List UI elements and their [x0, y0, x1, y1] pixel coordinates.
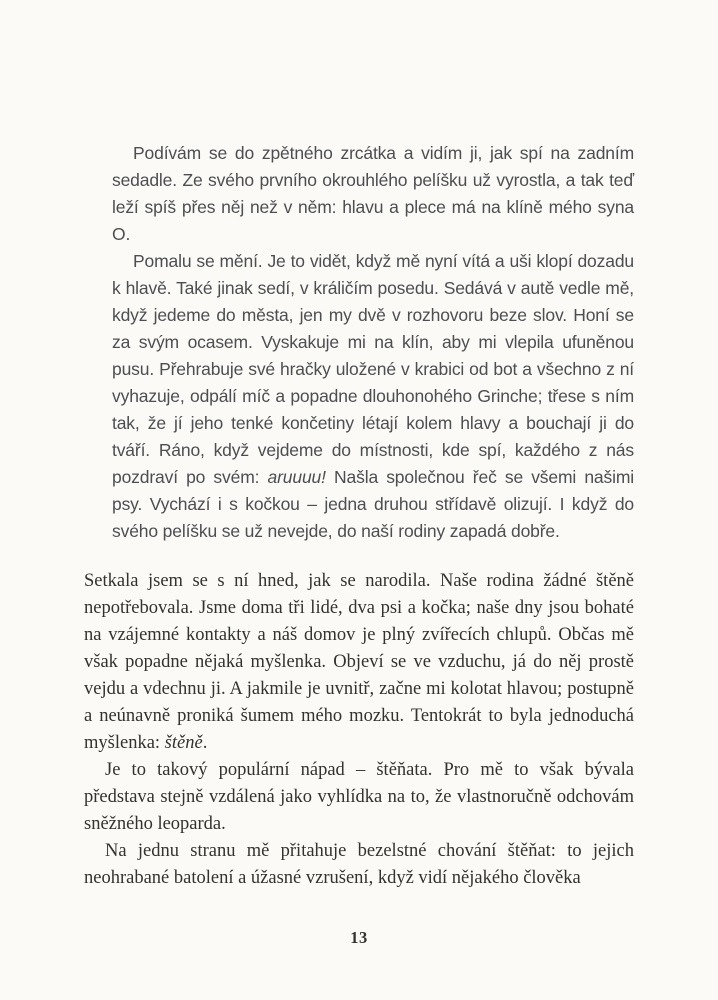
page-number: 13	[350, 928, 368, 947]
text-segment: Pomalu se mění. Je to vidět, když mě nyní vítá a uši klopí dozadu k hlavě. Také jinak sedí, v králičím posedu. Sedává v autě vedle mě, když jedeme do města, jen my dvě v rozhovoru beze slov. Honí se za svým ocasem. Vyskakuje mi na klín, aby mi vlepila ufuněnou pusu. Přehrabuje své hračky uložené v krabici od bot a všechno z ní vyhazuje, odpálí míč a popadne dlouhonohého Grinche; třese s ním tak, že jí jeho tenké končetiny létají kolem hlavy a bouchají ji do tváří. Ráno, když vejdeme do místnosti, kde spí, každého z nás pozdraví po svém:	[112, 251, 634, 487]
opening-quote-section	[84, 140, 634, 545]
text-segment: Našla společnou řeč se všemi našimi psy. Vychází i s kočkou – jedna druhou střídavě olizují. I když do svého pelíšku se už nevejde, do naší rodiny zapadá dobře.	[112, 467, 634, 541]
text-segment: Je to takový populární nápad – štěňata. Pro mě to však bývala představa stejně vzdálená jako vyhlídka na to, že vlastnoručně odchovám sněžného leoparda.	[84, 760, 634, 834]
paragraph	[112, 248, 634, 545]
paragraph	[84, 757, 634, 838]
text-block	[84, 140, 634, 892]
paragraph	[112, 140, 634, 248]
text-segment: Na jednu stranu mě přitahuje bezelstné chování štěňat: to jejich neohrabané batolení a úžasné vzrušení, když vidí nějakého člověka	[84, 841, 634, 888]
italic-phrase: štěně	[164, 733, 203, 753]
italic-phrase: aruuuu!	[267, 467, 326, 487]
paragraph	[84, 838, 634, 892]
text-segment: Podívám se do zpětného zrcátka a vidím ji, jak spí na zadním sedadle. Ze svého prvního okrouhlého pelíšku už vyrostla, a tak teď leží spíš přes něj než v něm: hlavu a plece má na klíně mého syna O.	[112, 143, 634, 244]
body-text-section	[84, 568, 634, 892]
text-segment: .	[202, 733, 208, 753]
paragraph	[84, 568, 634, 757]
text-segment: Setkala jsem se s ní hned, jak se narodila. Naše rodina žádné štěně nepotřebovala. Jsme doma tři lidé, dva psi a kočka; naše dny jsou bohaté na vzájemné kontakty a náš domov je plný zvířecích chlupů. Občas mě však popadne nějaká myšlenka. Objeví se ve vzduchu, já do něj prostě vejdu a vdechnu ji. A jakmile je uvnitř, začne mi kolotat hlavou; postupně a neúnavně proniká šumem mého mozku. Tentokrát to byla jednoduchá myšlenka:	[84, 571, 634, 753]
